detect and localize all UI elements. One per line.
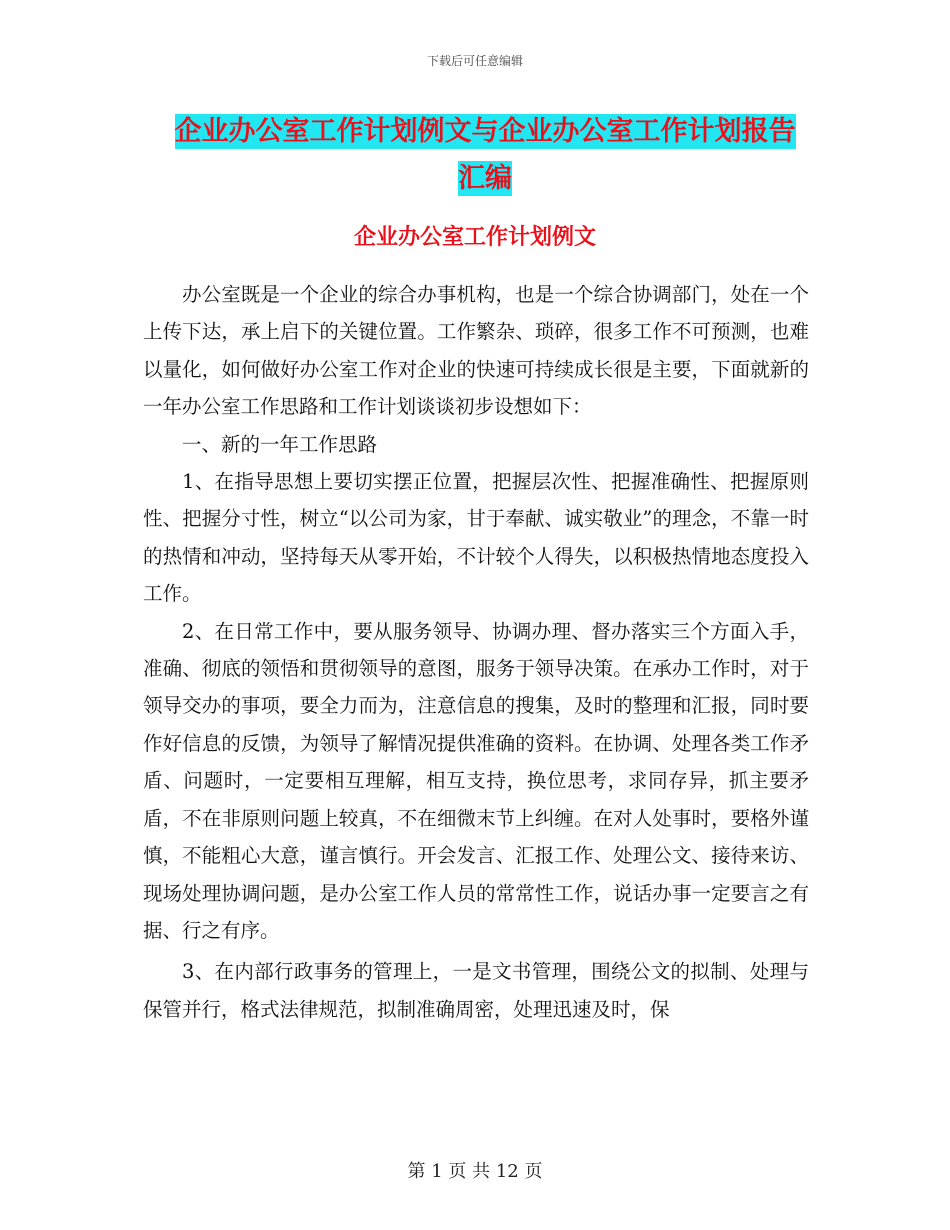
title-line-2: 汇编 bbox=[458, 163, 512, 194]
paragraph-heading-1: 一、新的一年工作思路 bbox=[182, 432, 378, 456]
paragraph-item-3: 3、在内部行政事务的管理上，一是文书管理，围绕公文的拟制、处理与保管并行，格式法律规范，拟制准确周密，处理迅速及时，保 bbox=[143, 960, 809, 1021]
body-text bbox=[143, 276, 809, 1028]
paragraph-item-2: 2、在日常工作中，要从服务领导、协调办理、督办落实三个方面入手，准确、彻底的领悟和贯彻领导的意图，服务于领导决策。在承办工作时，对于领导交办的事项，要全力而为，注意信息的搜集，及时的整理和汇报，同时要作好信息的反馈，为领导了解情况提供准确的资料。在协调、处理各类工作矛盾、问题时，一定要相互理解，相互支持，换位思考，求同存异，抓主要矛盾，不在非原则问题上较真，不在细微末节上纠缠。在对人处事时，要格外谨慎，不能粗心大意，谨言慎行。开会发言、汇报工作、处理公文、接待来访、现场处理协调问题，是办公室工作人员的常常性工作，说话办事一定要言之有据、行之有序。 bbox=[143, 619, 809, 942]
document-title bbox=[140, 108, 830, 202]
paragraph-item-1: 1、在指导思想上要切实摆正位置，把握层次性、把握准确性、把握原则性、把握分寸性，树立“以公司为家，甘于奉献、诚实敬业”的理念，不靠一时的热情和冲动，坚持每天从零开始，不计较个人得失，以积极热情地态度投入工作。 bbox=[143, 470, 809, 606]
section-title: 企业办公室工作计划例文 bbox=[353, 224, 596, 250]
header-note: 下载后可任意编辑 bbox=[426, 54, 523, 68]
title-line-1: 企业办公室工作计划例文与企业办公室工作计划报告 bbox=[174, 116, 796, 147]
paragraph-intro: 办公室既是一个企业的综合办事机构，也是一个综合协调部门，处在一个上传下达，承上启下的关键位置。工作繁杂、琐碎，很多工作不可预测，也难以量化，如何做好办公室工作对企业的快速可持续成长很是主要，下面就新的一年办公室工作思路和工作计划谈谈初步设想如下： bbox=[143, 283, 809, 419]
page-footer: 第 1 页 共 12 页 bbox=[407, 1161, 543, 1182]
